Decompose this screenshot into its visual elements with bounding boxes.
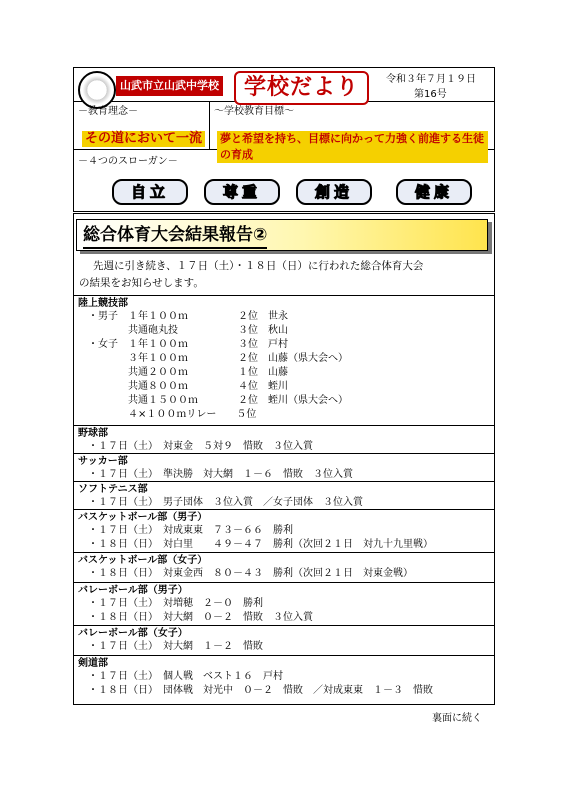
school-name: 山武市立山武中学校: [116, 76, 223, 96]
result-line: ・１８日（日） 対白里 ４９－４７ 勝利（次回２１日 対九十九里戦）: [88, 539, 433, 550]
section-track-field: [74, 295, 494, 424]
result-line: ・１７日（土） 男子団体 ３位入賞 ／女子団体 ３位入賞: [88, 497, 363, 508]
result-line: ・男子 １年１００ｍ ２位 世永: [88, 311, 288, 322]
section-kendo: [74, 655, 494, 704]
section-basketball-girls: [74, 552, 494, 581]
section-title: 野球部: [78, 428, 108, 439]
result-line: ・１７日（土） 個人戦 ベスト１６ 戸村: [88, 671, 283, 682]
section-title: バスケットボール部（女子）: [78, 555, 208, 566]
result-line: 共通砲丸投 ３位 秋山: [88, 325, 288, 336]
section-title: ソフトテニス部: [78, 484, 148, 495]
issue-number: 第16号: [414, 89, 447, 100]
result-line: ・１７日（土） 対増穂 ２－０ 勝利: [88, 598, 263, 609]
slogan-badge: 尊重: [204, 179, 280, 205]
section-soccer: [74, 453, 494, 482]
result-line: ・１８日（日） 対東金西 ８０－４３ 勝利（次回２１日 対東金戦）: [88, 568, 413, 579]
result-line: ・１７日（土） 対東金 ５対９ 惜敗 ３位入賞: [88, 441, 313, 452]
result-line: 共通１５００ｍ ２位 蛭川（県大会へ）: [88, 395, 348, 406]
school-goal: 夢と希望を持ち、目標に向かって力強く前進する生徒の育成: [217, 131, 488, 163]
result-line: ・１７日（土） 準決勝 対大網 １－６ 惜敗 ３位入賞: [88, 469, 353, 480]
result-line: 共通８００ｍ ４位 蛭川: [88, 381, 288, 392]
result-line: ３年１００ｍ ２位 山藤（県大会へ）: [88, 353, 348, 364]
result-line: 共通２００ｍ １位 山藤: [88, 367, 288, 378]
result-line: ４×１００ｍリレー ５位: [88, 409, 257, 420]
result-line: ・女子 １年１００ｍ ３位 戸村: [88, 339, 288, 350]
divider: [209, 101, 210, 149]
section-baseball: [74, 425, 494, 454]
report-intro: [79, 258, 489, 292]
report-box: [73, 213, 495, 705]
section-title: 陸上競技部: [78, 298, 128, 309]
intro-line: 先週に引き続き、１７日（土）・１８日（日）に行われた総合体育大会: [93, 260, 424, 272]
section-title: バレーボール部（女子）: [78, 628, 188, 639]
result-line: ・１８日（日） 対大網 ０－２ 惜敗 ３位入賞: [88, 612, 313, 623]
section-title: バレーボール部（男子）: [78, 585, 188, 596]
school-goal-label: ～学校教育目標～: [214, 106, 294, 117]
section-volleyball-boys: [74, 582, 494, 625]
slogans-label: －４つのスローガン－: [78, 156, 178, 167]
report-title-banner: [76, 219, 488, 251]
school-emblem-icon: [78, 71, 116, 109]
section-volleyball-girls: [74, 625, 494, 654]
intro-line: の結果をお知らせします。: [79, 277, 204, 289]
issue-date: 令和３年７月１９日: [386, 74, 476, 85]
slogan-badge: 自立: [112, 179, 188, 205]
result-line: ・１７日（土） 対成東東 ７３－６６ 勝利: [88, 525, 293, 536]
newsletter-header: [73, 67, 495, 212]
result-line: ・１８日（日） 団体戦 対光中 ０－２ 惜敗 ／対成東東 １－３ 惜敗: [88, 685, 433, 696]
education-philosophy: その道において一流: [82, 131, 205, 147]
result-line: ・１７日（土） 対大網 １－２ 惜敗: [88, 641, 263, 652]
continued-note: 裏面に続く: [432, 713, 482, 724]
report-title: 総合体育大会結果報告②: [83, 223, 267, 249]
philosophy-label: －教育理念－: [78, 106, 138, 117]
section-soft-tennis: [74, 481, 494, 510]
section-title: サッカー部: [78, 456, 128, 467]
section-title: 剣道部: [78, 658, 108, 669]
slogan-badge: 創造: [296, 179, 372, 205]
newsletter-title: 学校だより: [234, 71, 369, 105]
slogan-badge: 健康: [396, 179, 472, 205]
section-title: バスケットボール部（男子）: [78, 512, 208, 523]
section-basketball-boys: [74, 509, 494, 552]
